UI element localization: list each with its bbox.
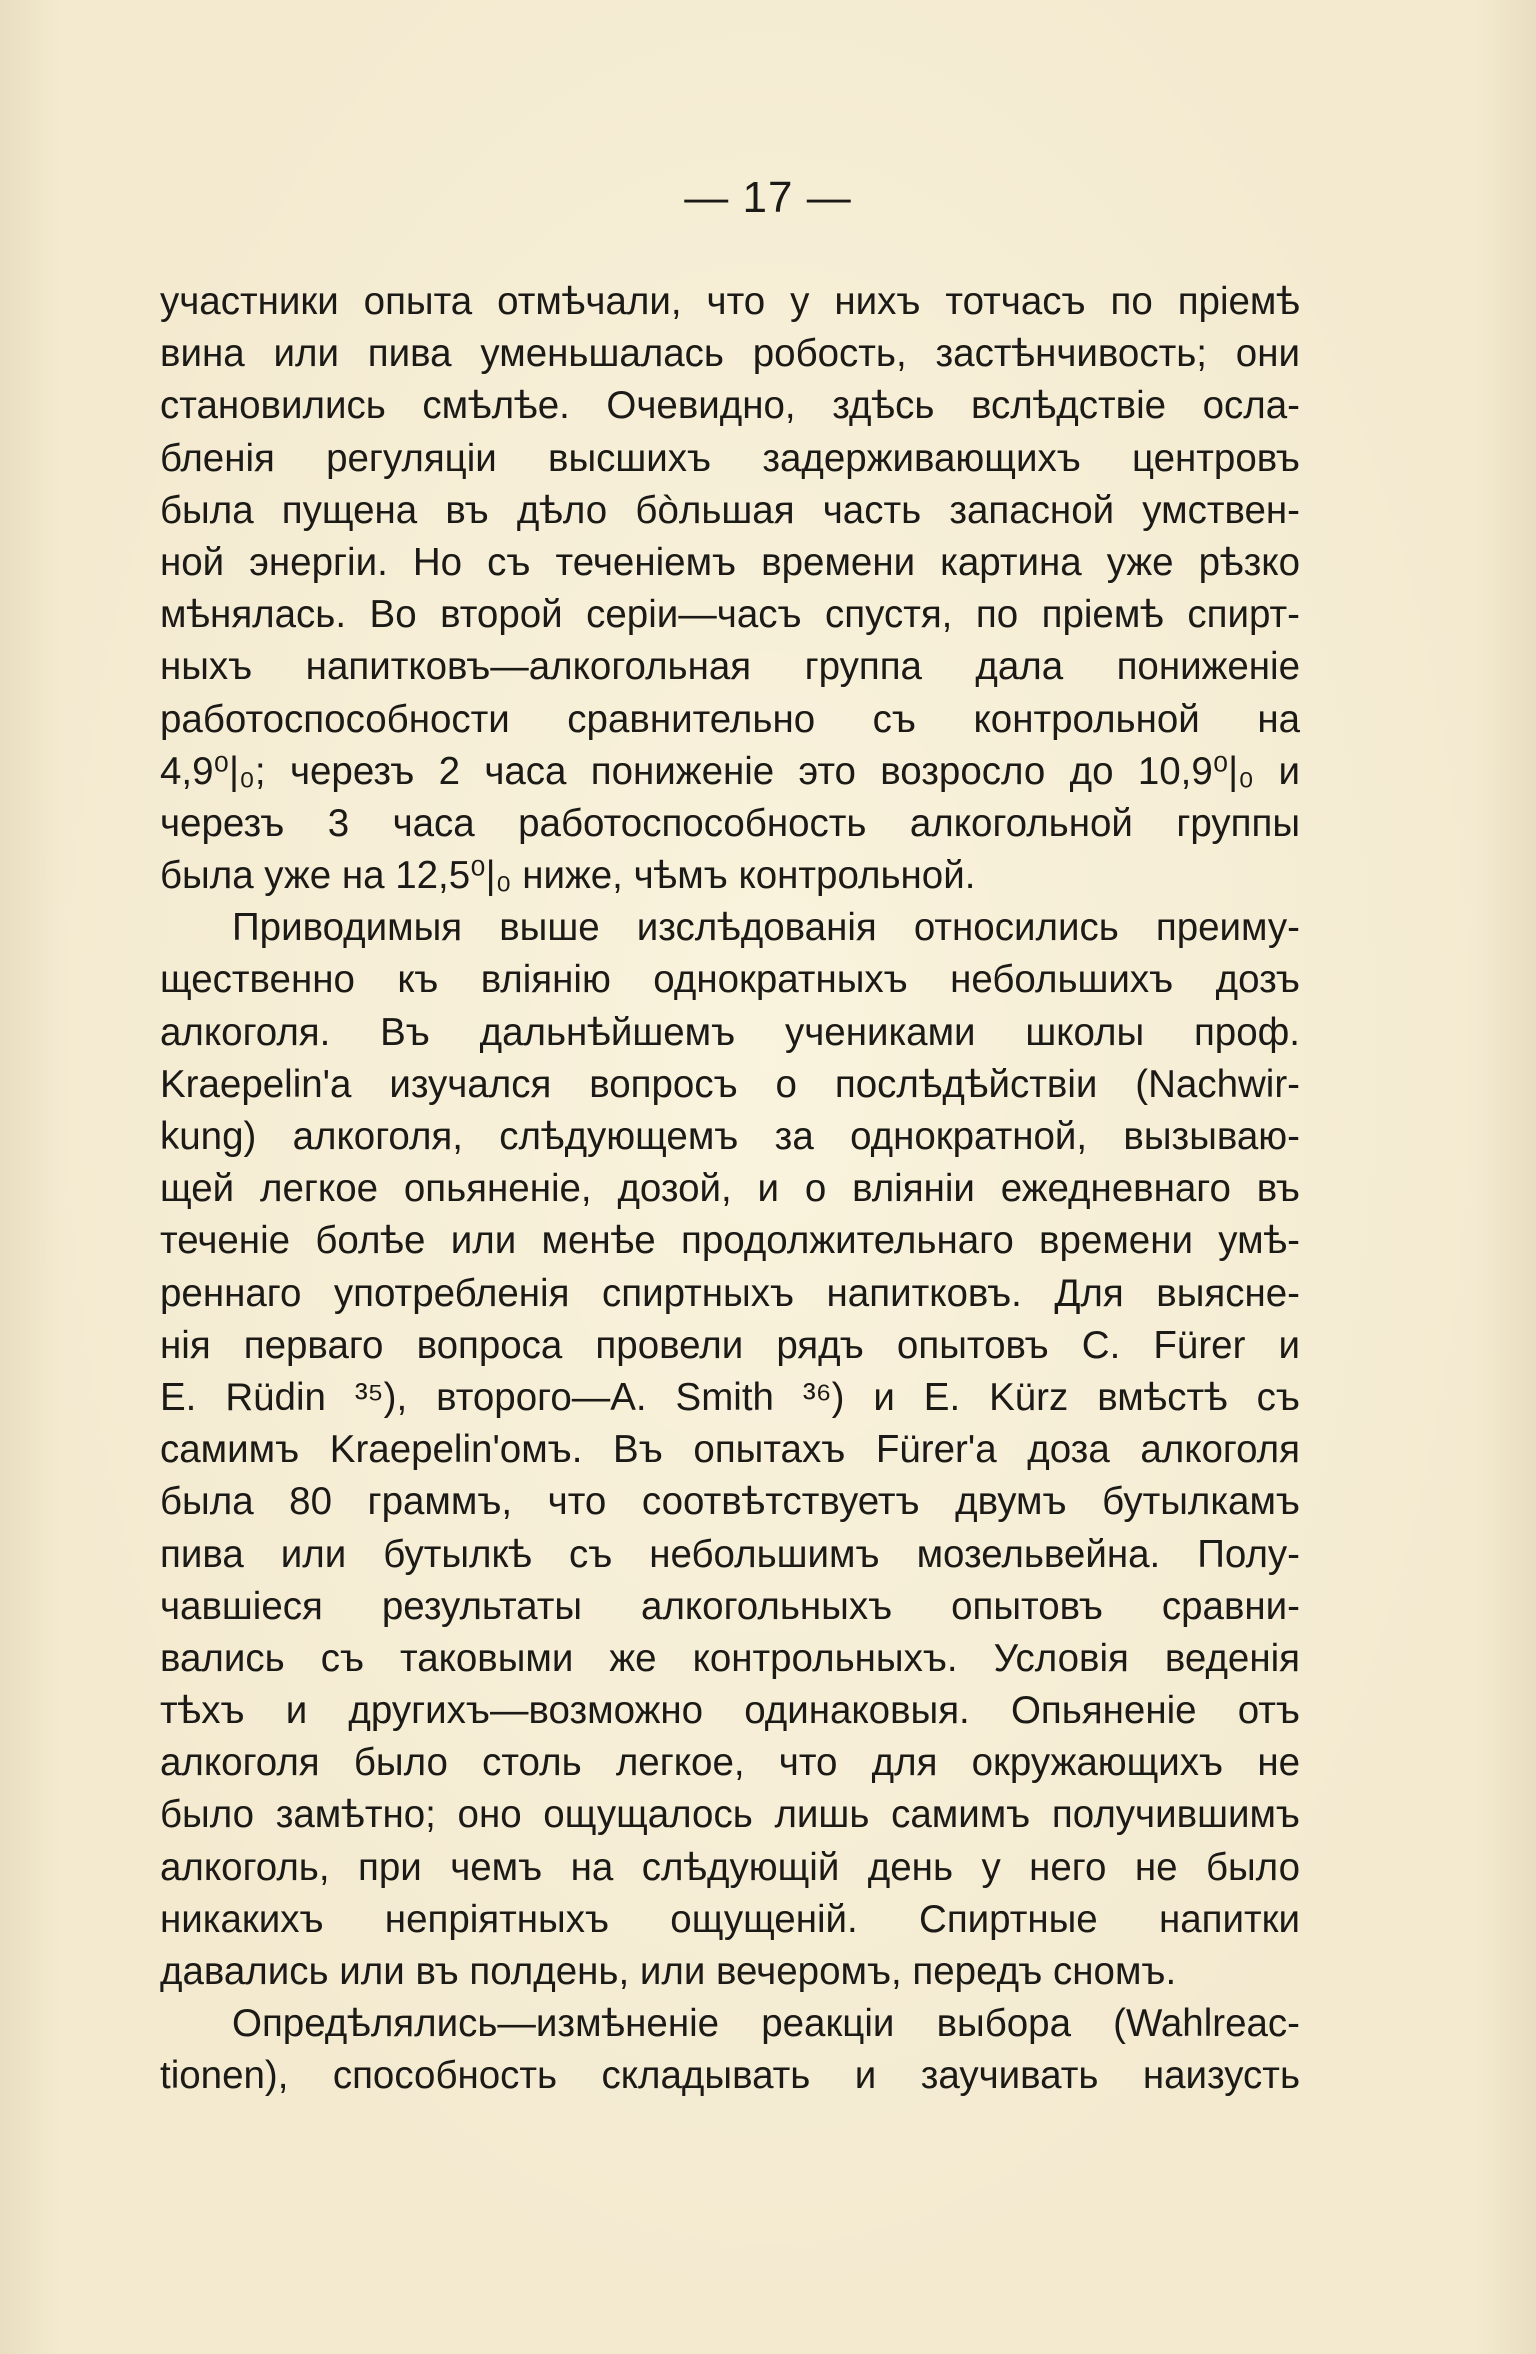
text-line: алкоголя было столь легкое, что для окружающихъ не (160, 1741, 1300, 1785)
body-text (160, 276, 1300, 2103)
text-line: 4,9⁰|₀; черезъ 2 часа пониженіе это возросло до 10,9⁰|₀ и (160, 749, 1300, 793)
paragraph-3 (160, 1998, 1300, 2102)
text-line: реннаго употребленія спиртныхъ напитковъ. Для выясне- (160, 1271, 1300, 1315)
text-line: никакихъ непріятныхъ ощущеній. Спиртные напитки (160, 1897, 1300, 1941)
text-line: алкоголя. Въ дальнѣйшемъ учениками школы проф. (160, 1010, 1300, 1054)
text-line: была 80 граммъ, что соотвѣтствуетъ двумъ бутылкамъ (160, 1480, 1300, 1524)
text-line: тѣхъ и другихъ—возможно одинаковыя. Опьяненіе отъ (160, 1689, 1300, 1733)
text-line: tionen), способность складывать и заучивать наизусть (160, 2054, 1300, 2098)
text-line: вались съ таковыми же контрольныхъ. Условія веденія (160, 1636, 1300, 1680)
paragraph-2 (160, 902, 1300, 1998)
text-line: нія перваго вопроса провели рядъ опытовъ С. Fürer и (160, 1323, 1300, 1367)
text-line: щей легкое опьяненіе, дозой, и о вліяніи ежедневнаго въ (160, 1167, 1300, 1211)
text-line: ныхъ напитковъ—алкогольная группа дала пониженіе (160, 645, 1300, 689)
text-line: бленія регуляціи высшихъ задерживающихъ центровъ (160, 436, 1300, 480)
text-line: становились смѣлѣе. Очевидно, здѣсь вслѣдствіе осла- (160, 384, 1300, 428)
text-line: пива или бутылкѣ съ небольшимъ мозельвейна. Полу- (160, 1532, 1300, 1576)
text-line: черезъ 3 часа работоспособность алкогольной группы (160, 801, 1300, 845)
text-line: Опредѣлялись—измѣненіе реакціи выбора (Wahlreac- (232, 2002, 1300, 2046)
text-line: была пущена въ дѣло бòльшая часть запасной умствен- (160, 488, 1300, 532)
page-number: — 17 — (684, 173, 852, 222)
text-line: было замѣтно; оно ощущалось лишь самимъ получившимъ (160, 1793, 1300, 1837)
text-line: самимъ Kraepelin'омъ. Въ опытахъ Fürer'а доза алкоголя (160, 1428, 1300, 1472)
text-line: kung) алкоголя, слѣдующемъ за однократной, вызываю- (160, 1115, 1300, 1158)
text-line: работоспособности сравнительно съ контрольной на (160, 697, 1300, 741)
text-line: участники опыта отмѣчали, что у нихъ тотчасъ по пріемѣ (160, 280, 1300, 323)
text-line: вина или пива уменьшалась робость, застѣнчивость; они (160, 332, 1300, 376)
text-line: давались или въ полдень, или вечеромъ, передъ сномъ. (160, 1950, 1177, 1993)
text-line: E. Rüdin ³⁵), второго—A. Smith ³⁶) и E. Kürz вмѣстѣ съ (160, 1375, 1300, 1419)
text-line: теченіе болѣе или менѣе продолжительнаго времени умѣ- (160, 1219, 1300, 1263)
text-line: чавшіеся результаты алкогольныхъ опытовъ сравни- (160, 1584, 1300, 1628)
text-line: щественно къ вліянію однократныхъ небольшихъ дозъ (160, 958, 1300, 1002)
text-line: была уже на 12,5⁰|₀ ниже, чѣмъ контрольной. (160, 854, 976, 898)
text-line: мѣнялась. Во второй серіи—часъ спустя, по пріемѣ спирт- (160, 593, 1300, 637)
text-line: Kraepelin'а изучался вопросъ о послѣдѣйствіи (Nachwir- (160, 1062, 1300, 1106)
paragraph-1 (160, 276, 1300, 902)
text-line: алкоголь, при чемъ на слѣдующій день у него не было (160, 1845, 1300, 1889)
text-line: Приводимыя выше изслѣдованія относились преиму- (232, 906, 1300, 950)
text-line: ной энергіи. Но съ теченіемъ времени картина уже рѣзко (160, 540, 1300, 584)
